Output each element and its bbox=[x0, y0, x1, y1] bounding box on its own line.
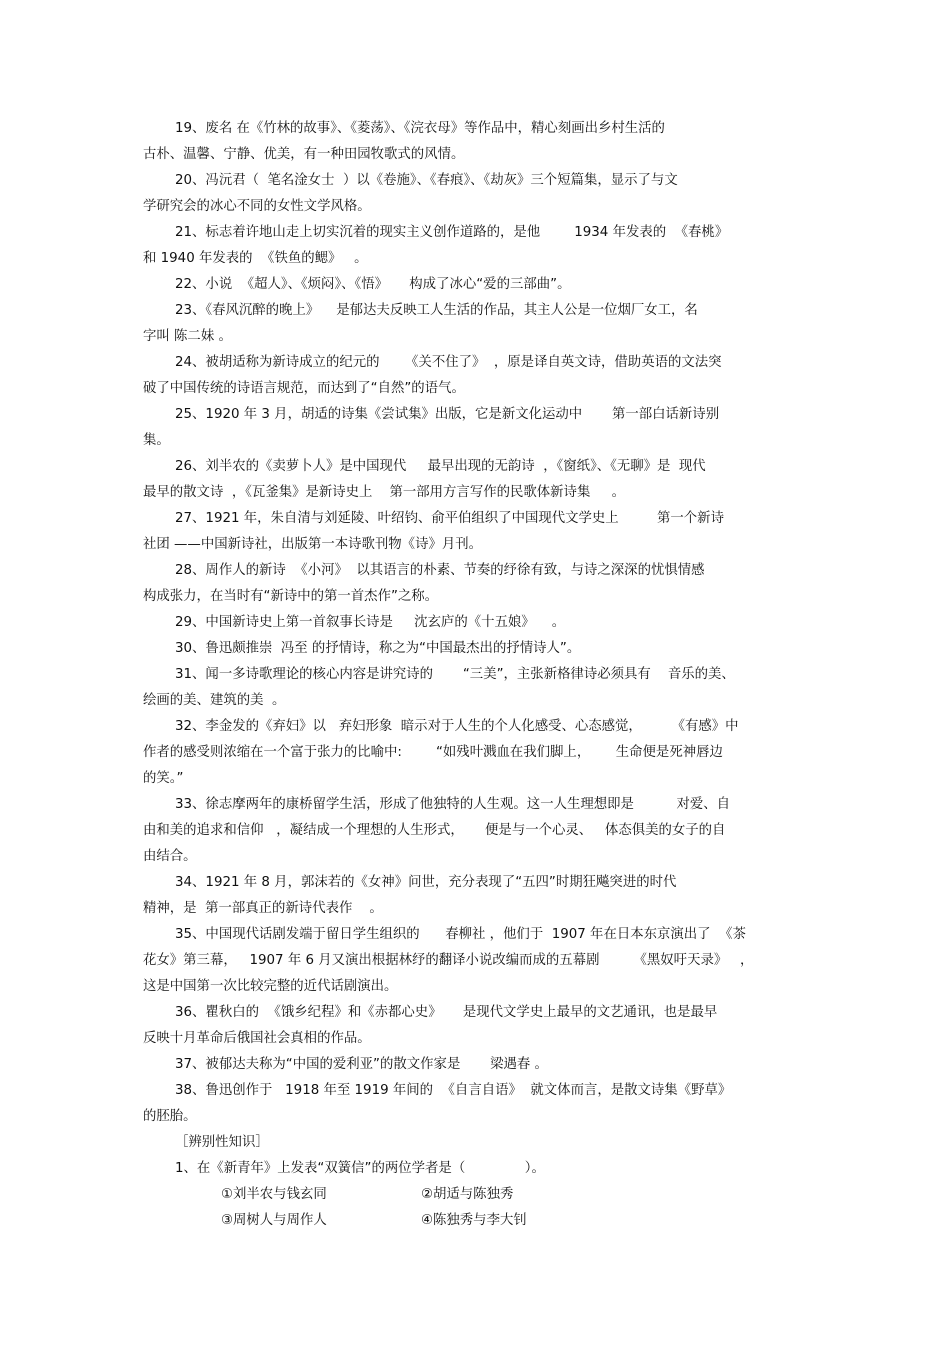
list-item bbox=[143, 506, 807, 558]
item-text-line: 21、标志着许地山走上切实沉着的现实主义创作道路的，是他 1934 年发表的 《春桃》 bbox=[175, 225, 729, 240]
item-text-line: 作者的感受则浓缩在一个富于张力的比喻中: “如残叶溅血在我们脚上， 生命便是死神唇边 bbox=[143, 745, 723, 760]
item-text-line: 26、刘半农的《卖萝卜人》是中国现代 最早出现的无韵诗 ，《窗纸》、《无聊》是 现代 bbox=[175, 459, 706, 474]
list-item bbox=[143, 870, 807, 922]
item-text-line: 最早的散文诗 ，《瓦釜集》是新诗史上 第一部用方言写作的民歌体新诗集 。 bbox=[143, 485, 626, 500]
list-item bbox=[143, 1078, 807, 1130]
item-text-line: 破了中国传统的诗语言规范，而达到了“自然”的语气。 bbox=[143, 381, 465, 396]
item-text-line: 20、冯沅君（ 笔名淦女士 ）以《卷施》、《春痕》、《劫灰》三个短篇集，显示了与文 bbox=[175, 173, 678, 188]
item-text-line: 反映十月革命后俄国社会真相的作品。 bbox=[143, 1031, 371, 1046]
item-text-line: 绘画的美、建筑的美 。 bbox=[143, 693, 286, 708]
list-item bbox=[143, 402, 807, 454]
item-text-line: 和 1940 年发表的 《铁鱼的鳃》 。 bbox=[143, 251, 368, 266]
option-choice: ①刘半农与钱玄同 bbox=[221, 1187, 327, 1202]
item-text-line: 27、1921 年，朱自清与刘延陵、叶绍钧、俞平伯组织了中国现代文学史上 第一个新诗 bbox=[175, 511, 724, 526]
list-item bbox=[143, 272, 807, 298]
item-text-line: 22、小说 《超人》、《烦闷》、《悟》 构成了冰心“爱的三部曲”。 bbox=[175, 277, 571, 292]
item-text-line: 37、被郁达夫称为“中国的爱利亚”的散文作家是 梁遇春 。 bbox=[175, 1057, 548, 1072]
list-item bbox=[143, 168, 807, 220]
item-text-line: 25、1920 年 3 月，胡适的诗集《尝试集》出版，它是新文化运动中 第一部白话新诗别 bbox=[175, 407, 720, 422]
item-text-line: 集。 bbox=[143, 433, 170, 448]
item-text-line: 24、被胡适称为新诗成立的纪元的 《关不住了》 ，原是译自英文诗，借助英语的文法突 bbox=[175, 355, 722, 370]
section-title: ［辨别性知识］ bbox=[175, 1135, 269, 1150]
item-text-line: 由和美的追求和信仰 ，凝结成一个理想的人生形式， 便是与一个心灵、 体态俱美的女子的自 bbox=[143, 823, 726, 838]
list-item bbox=[143, 1000, 807, 1052]
list-item bbox=[143, 792, 807, 870]
item-text-line: 学研究会的冰心不同的女性文学风格。 bbox=[143, 199, 371, 214]
item-text-line: 的胚胎。 bbox=[143, 1109, 197, 1124]
list-item bbox=[143, 116, 807, 168]
item-text-line: 19、废名 在《竹林的故事》、《菱荡》、《浣衣母》等作品中，精心刻画出乡村生活的 bbox=[175, 121, 665, 136]
list-item bbox=[143, 610, 807, 636]
list-item bbox=[143, 636, 807, 662]
option-choice: ③周树人与周作人 bbox=[221, 1213, 327, 1228]
list-item bbox=[143, 922, 807, 1000]
list-item bbox=[143, 454, 807, 506]
item-text-line: 构成张力，在当时有“新诗中的第一首杰作”之称。 bbox=[143, 589, 439, 604]
list-item bbox=[143, 558, 807, 610]
item-text-line: 的笑。” bbox=[143, 771, 184, 786]
question-text: 1、在《新青年》上发表“双簧信”的两位学者是（ ）。 bbox=[175, 1161, 545, 1176]
options-row bbox=[143, 1208, 807, 1234]
item-text-line: 精神，是 第一部真正的新诗代表作 。 bbox=[143, 901, 383, 916]
item-text-line: 31、闻一多诗歌理论的核心内容是讲究诗的 “三美”，主张新格律诗必须具有 音乐的美、 bbox=[175, 667, 735, 682]
item-text-line: 这是中国第一次比较完整的近代话剧演出。 bbox=[143, 979, 398, 994]
list-item bbox=[143, 662, 807, 714]
item-text-line: 古朴、温馨、宁静、优美，有一种田园牧歌式的风情。 bbox=[143, 147, 465, 162]
item-text-line: 29、中国新诗史上第一首叙事长诗是 沈玄庐的《十五娘》 。 bbox=[175, 615, 566, 630]
option-choice: ④陈独秀与李大钊 bbox=[421, 1213, 527, 1228]
list-item bbox=[143, 1052, 807, 1078]
options-row bbox=[143, 1182, 807, 1208]
item-text-line: 由结合。 bbox=[143, 849, 197, 864]
item-text-line: 35、中国现代话剧发端于留日学生组织的 春柳社 ，他们于 1907 年在日本东京演出了 《茶 bbox=[175, 927, 746, 942]
item-text-line: 30、鲁迅颇推崇 冯至 的抒情诗，称之为“中国最杰出的抒情诗人”。 bbox=[175, 641, 581, 656]
item-text-line: 34、1921 年 8 月，郭沫若的《女神》问世，充分表现了“五四”时期狂飚突进的时代 bbox=[175, 875, 677, 890]
document-body bbox=[143, 116, 807, 1234]
list-item bbox=[143, 714, 807, 792]
item-text-line: 花女》第三幕， 1907 年 6 月又演出根据林纾的翻译小说改编而成的五幕剧 《黑奴吁天录》 ， bbox=[143, 953, 754, 968]
item-text-line: 32、李金发的《弃妇》以 弃妇形象 暗示对于人生的个人化感受、心态感觉， 《有感》中 bbox=[175, 719, 739, 734]
item-text-line: 23、《春风沉醉的晚上》 是郁达夫反映工人生活的作品，其主人公是一位烟厂女工，名 bbox=[175, 303, 698, 318]
option-choice: ②胡适与陈独秀 bbox=[421, 1187, 514, 1202]
list-item bbox=[143, 298, 807, 350]
item-text-line: 28、周作人的新诗 《小河》 以其语言的朴素、节奏的纾徐有致，与诗之深深的忧惧情感 bbox=[175, 563, 705, 578]
item-text-line: 33、徐志摩两年的康桥留学生活，形成了他独特的人生观。这一人生理想即是 对爱、自 bbox=[175, 797, 731, 812]
item-text-line: 社团 ——中国新诗社，出版第一本诗歌刊物《诗》月刊。 bbox=[143, 537, 483, 552]
item-text-line: 38、鲁迅创作于 1918 年至 1919 年间的 《自言自语》 就文体而言，是散文诗集《野草》 bbox=[175, 1083, 732, 1098]
item-text-line: 36、瞿秋白的 《饿乡纪程》和《赤都心史》 是现代文学史上最早的文艺通讯，也是最早 bbox=[175, 1005, 718, 1020]
list-item bbox=[143, 220, 807, 272]
item-text-line: 字叫 陈二妹 。 bbox=[143, 329, 232, 344]
list-item bbox=[143, 350, 807, 402]
